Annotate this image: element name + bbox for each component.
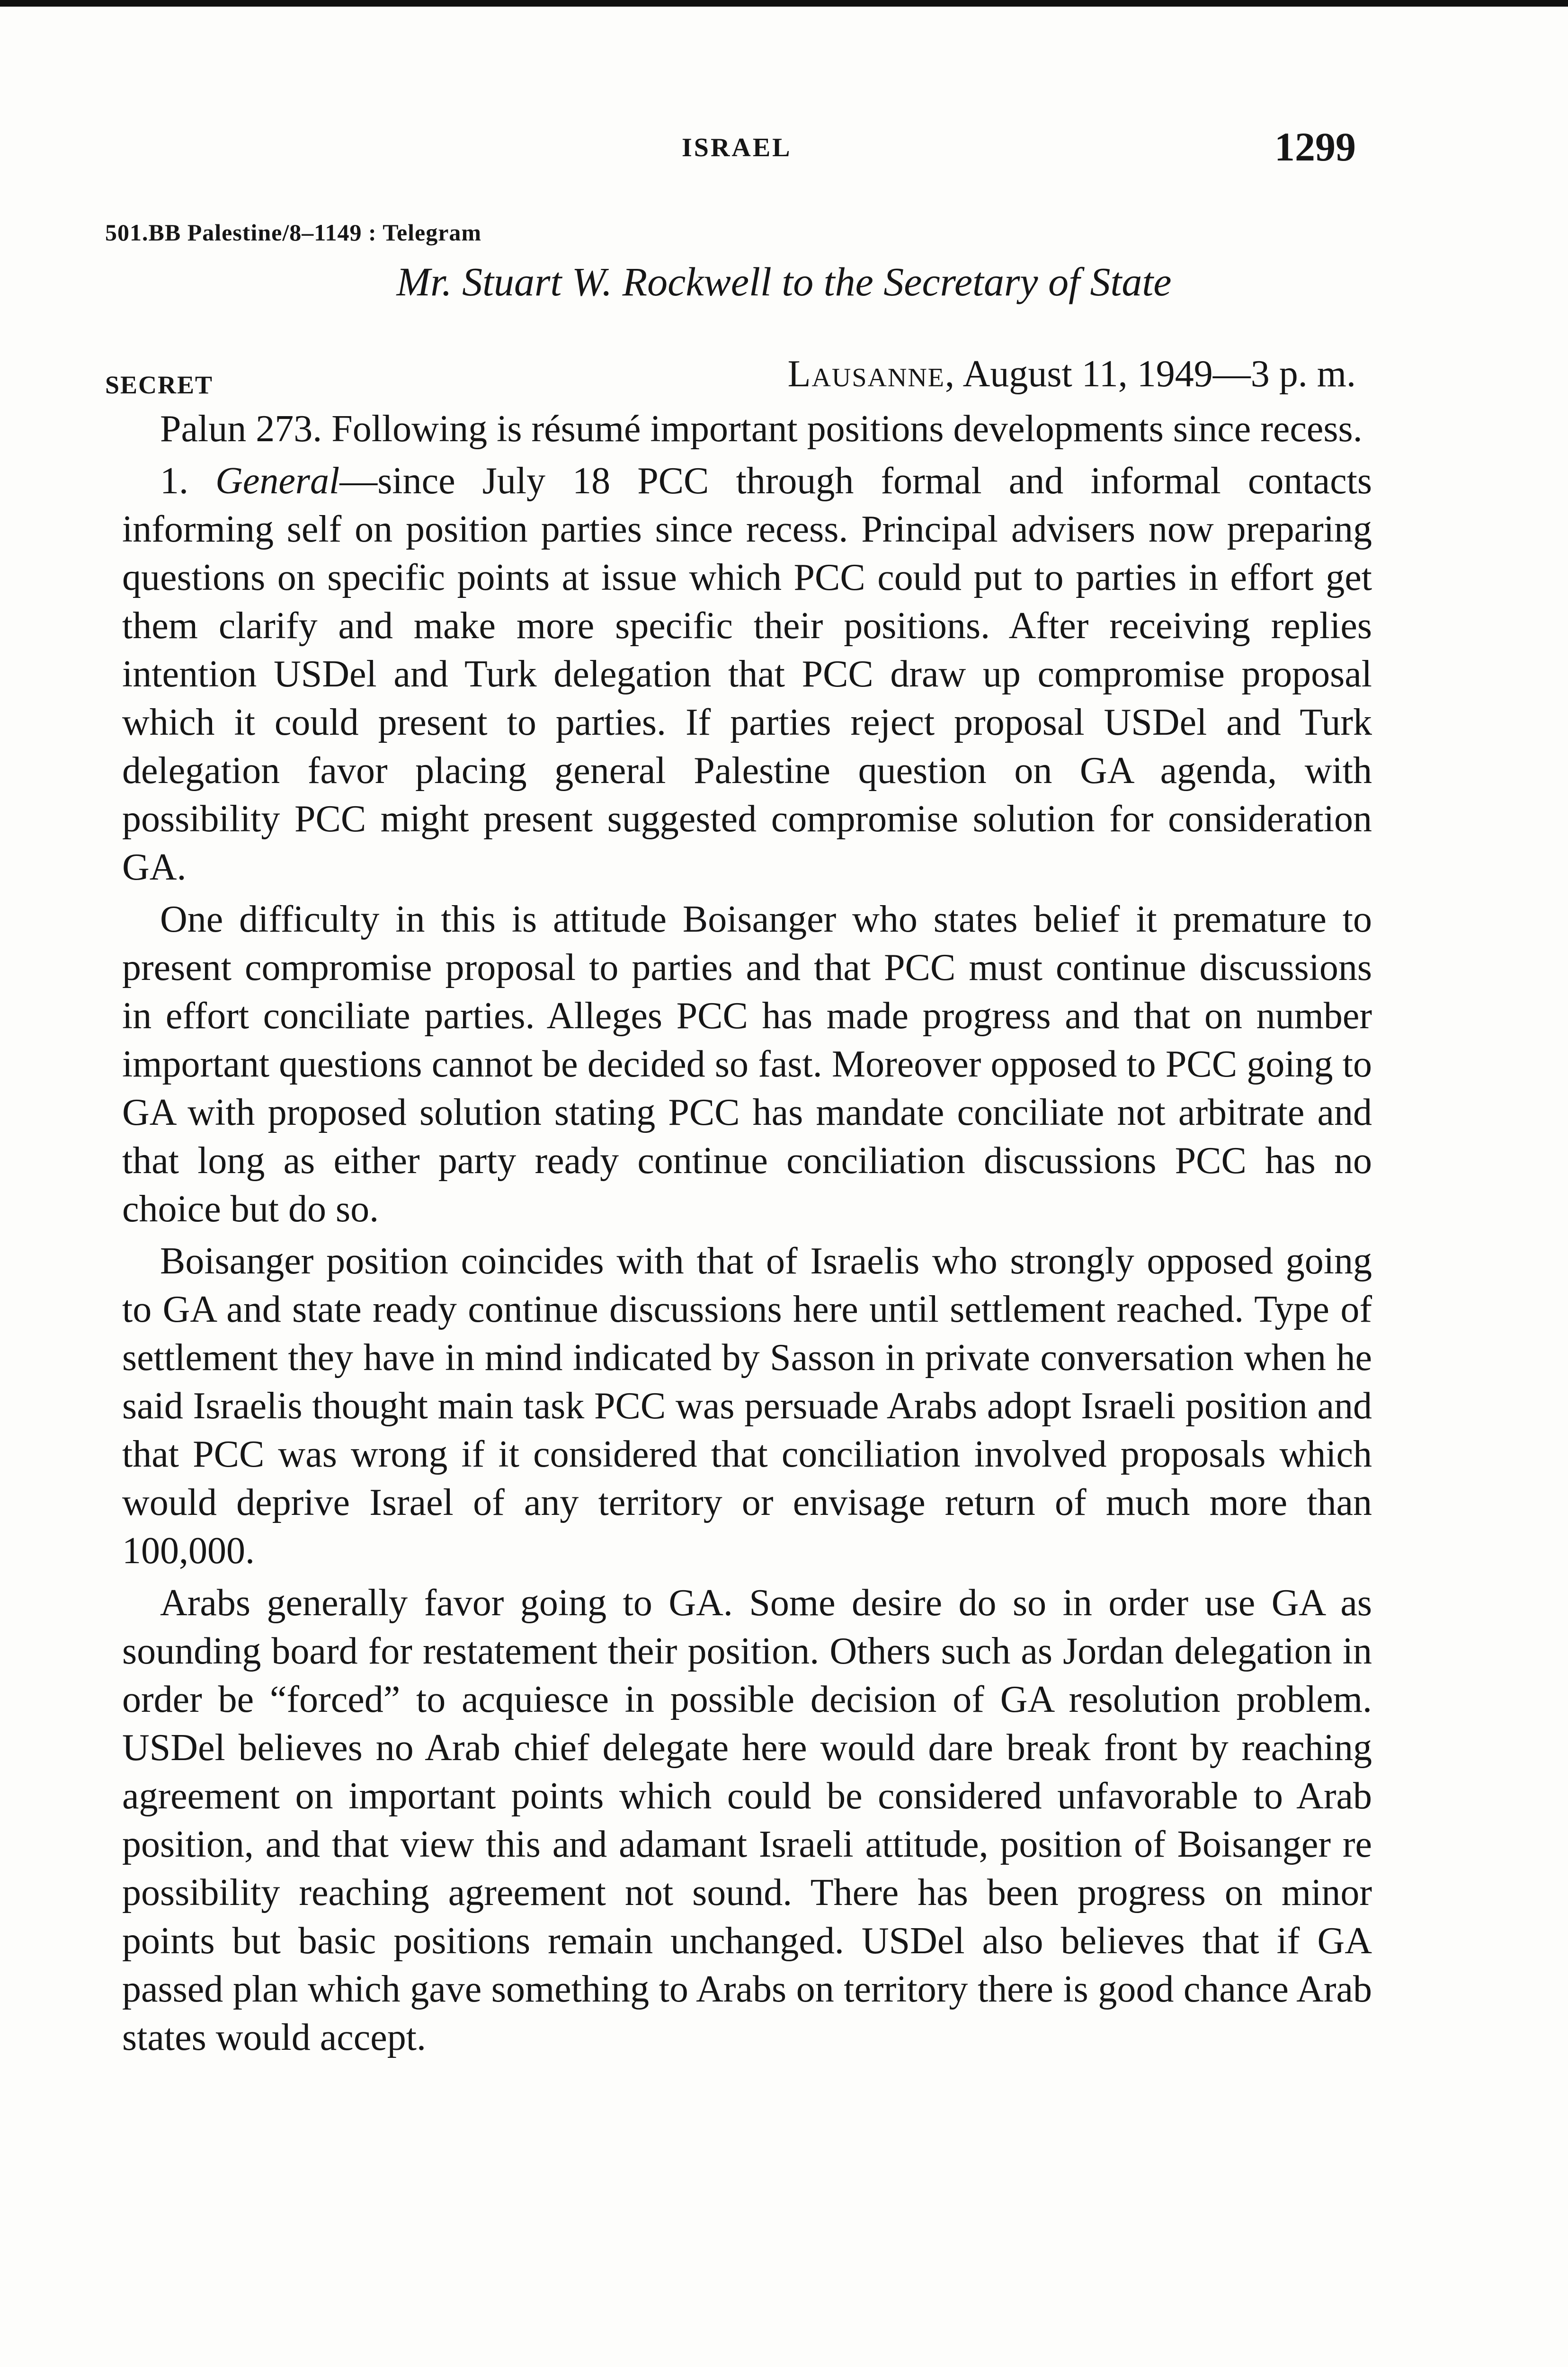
section-label-general: General bbox=[215, 460, 340, 502]
file-reference: 501.BB Palestine/8–1149 : Telegram bbox=[105, 219, 482, 246]
top-edge-rule bbox=[0, 0, 1568, 7]
paragraph-5: Arabs generally favor going to GA. Some desire do so in order use GA as sounding board for restatement their position. Others such as Jordan delegation in order be “forced” to acquiesce in possible decision of GA resolution problem. USDel believes no Arab chief delegate here would dare break front by reaching agreement on important points which could be considered unfavorable to Arab position, and that view this and adamant Israeli attitude, position of Boisanger re possibility reaching agreement not sound. There has been progress on minor points but basic positions remain unchanged. USDel also believes that if GA passed plan which gave something to Arabs on territory there is good chance Arab states would accept. bbox=[122, 1582, 1372, 2058]
paragraph-2-number: 1. bbox=[160, 460, 216, 502]
telegram-body bbox=[122, 405, 1372, 2065]
paragraph-1: Palun 273. Following is résumé important positions developments since recess. bbox=[160, 408, 1363, 450]
dateline-place: Lausanne, bbox=[787, 353, 956, 395]
running-head: ISRAEL bbox=[682, 133, 792, 162]
dateline-time: August 11, 1949—3 p. m. bbox=[955, 353, 1356, 395]
paragraph-2 bbox=[122, 457, 1372, 891]
dateline bbox=[788, 353, 1356, 396]
paragraph-2-text: —since July 18 PCC through formal and informal contacts informing self on position parties since recess. Principal advisers now preparing questions on specific points at issue which PCC could put to parties in effort get them clarify and make more specific their positions. After receiving replies intention USDel and Turk delegation that PCC draw up compromise proposal which it could present to parties. If parties reject proposal USDel and Turk delegation favor placing general Palestine question on GA agenda, with possibility PCC might present suggested compromise solution for consideration GA. bbox=[122, 460, 1372, 888]
paragraph-3: One difficulty in this is attitude Boisanger who states belief it premature to present compromise proposal to parties and that PCC must continue discussions in effort conciliate parties. Alleges PCC has made progress and that on number important questions cannot be decided so fast. Moreover opposed to PCC going to GA with proposed solution stating PCC has mandate conciliate not arbitrate and that long as either party ready continue conciliation discussions PCC has no choice but do so. bbox=[122, 899, 1372, 1230]
classification-marking: SECRET bbox=[105, 371, 214, 399]
paragraph-4: Boisanger position coincides with that of Israelis who strongly opposed going to GA and state ready continue discussions here until settlement reached. Type of settlement they have in mind indicated by Sasson in private conversation when he said Israelis thought main task PCC was persuade Arabs adopt Israeli position and that PCC was wrong if it considered that conciliation involved proposals which would deprive Israel of any territory or envisage return of much more than 100,000. bbox=[122, 1240, 1372, 1572]
page-header bbox=[0, 118, 1568, 170]
document-heading: Mr. Stuart W. Rockwell to the Secretary of State bbox=[396, 259, 1172, 304]
page-number: 1299 bbox=[1274, 124, 1356, 169]
